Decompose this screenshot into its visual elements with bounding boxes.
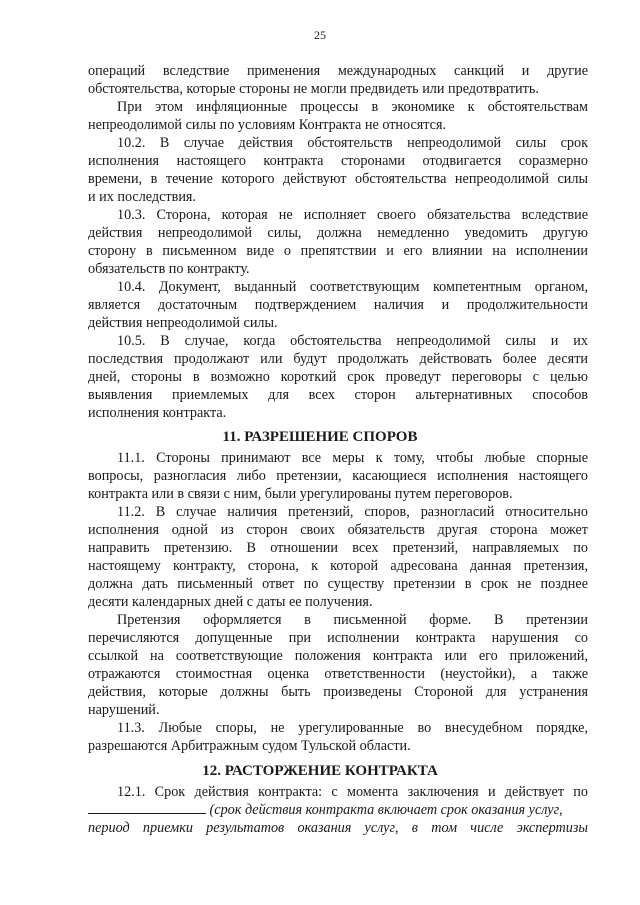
text-line: Претензия оформляется в письменной форме. В претензии — [117, 612, 588, 628]
text-line: ссылкой на соответствующие положения контракта или его приложений, — [88, 648, 588, 664]
text-line: действия, которые должны быть произведены Стороной для устранения — [88, 684, 588, 700]
text-line: непреодолимой силы по условиям Контракта не относятся. — [88, 117, 447, 133]
text-line: отражаются стоимостная оценка ответственности (неустойки), а также — [88, 666, 588, 682]
text-line: исполнения одной из сторон своих обязательств другая сторона может — [88, 522, 588, 538]
text-line: контракта или в связи с ним, были урегулированы путем переговоров. — [88, 486, 513, 502]
text-line: 12.1. Срок действия контракта: с момента заключения и действует по — [117, 784, 588, 800]
text-line: сторону в письменном виде о препятствии и его влиянии на исполнении — [88, 243, 588, 259]
text-line: дней, стороны в возможно короткий срок проведут переговоры с целью — [88, 369, 588, 385]
fill-in-blank — [88, 801, 206, 814]
text-line: перечисляются допущенные при исполнении контракта нарушения со — [88, 630, 588, 646]
text-line: вопросы, разногласия либо претензии, касающиеся исполнения настоящего — [88, 468, 588, 484]
text-line: 10.3. Сторона, которая не исполняет своего обязательства вследствие — [117, 207, 588, 223]
text-line: действия непреодолимой силы. — [88, 315, 278, 331]
section-heading: 12. РАСТОРЖЕНИЕ КОНТРАКТА — [202, 763, 438, 779]
text-line: 11.2. В случае наличия претензий, споров, разногласий относительно — [117, 504, 588, 520]
text-line: десяти календарных дней с даты ее получения. — [88, 594, 373, 610]
text-line: 10.4. Документ, выданный соответствующим компетентным органом, — [117, 279, 588, 295]
text-line: направить претензию. В отношении всех претензий, направляемых по — [88, 540, 588, 556]
text-line: времени, в течение которого действуют обстоятельства непреодолимой силы — [88, 171, 588, 187]
text-line: и их последствия. — [88, 189, 196, 205]
text-line: выявления приемлемых для всех сторон альтернативных способов — [88, 387, 588, 403]
text-line: должна дать письменный ответ по существу претензии в срок не позднее — [88, 576, 588, 592]
page-number: 25 — [314, 28, 326, 42]
text-line: операций вследствие применения международных санкций и другие — [88, 63, 588, 79]
text-line: обстоятельства, которые стороны не могли предвидеть или предотвратить. — [88, 81, 539, 97]
text-line: При этом инфляционные процессы в экономике к обстоятельствам — [117, 99, 588, 115]
text-line: 10.5. В случае, когда обстоятельства непреодолимой силы и их — [117, 333, 588, 349]
text-line: обязательств по контракту. — [88, 261, 250, 277]
text-line: нарушений. — [88, 702, 160, 718]
italic-text: (срок действия контракта включает срок оказания услуг, — [209, 802, 563, 818]
text-line: разрешаются Арбитражным судом Тульской области. — [88, 738, 411, 754]
text-line: 11.3. Любые споры, не урегулированные во внесудебном порядке, — [117, 720, 588, 736]
text-line: исполнения контракта. — [88, 405, 227, 421]
text-line-with-blank — [88, 801, 588, 819]
text-line: исполнения настоящего контракта сторонами отодвигается соразмерно — [88, 153, 588, 169]
text-line: 10.2. В случае действия обстоятельств непреодолимой силы срок — [117, 135, 588, 151]
section-heading: 11. РАЗРЕШЕНИЕ СПОРОВ — [222, 429, 418, 445]
text-line: последствия продолжают или будут продолжать действовать более десяти — [88, 351, 588, 367]
text-line: 11.1. Стороны принимают все меры к тому, чтобы любые спорные — [117, 450, 588, 466]
text-line: действия непреодолимой силы, должна немедленно уведомить другую — [88, 225, 588, 241]
text-line: настоящему контракту, сторона, к которой адресована данная претензия, — [88, 558, 588, 574]
text-line: является достаточным подтверждением наличия и продолжительности — [88, 297, 588, 313]
text-line: период приемки результатов оказания услуг, в том числе экспертизы — [88, 820, 588, 836]
